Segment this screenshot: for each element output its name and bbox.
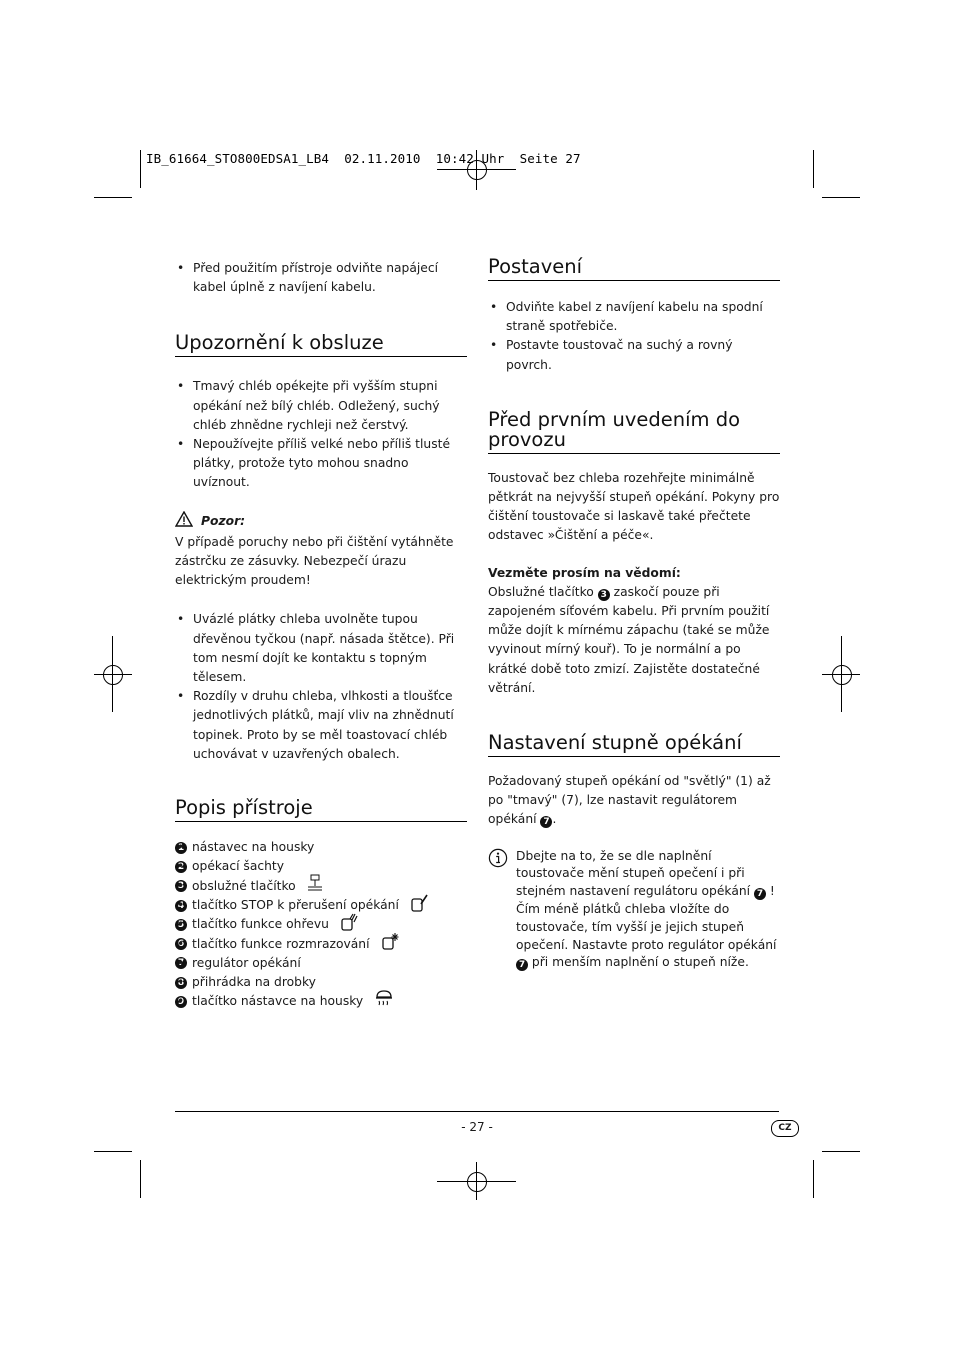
obsluha-list (175, 377, 467, 492)
list-item: • Rozdíly v druhu chleba, vlhkosti a tloušťce jednotlivých plátků, mají vliv na zhnědnutí topinek. Proto by se měl toastovací chléb uchovávat v uzavřených obalech. (175, 687, 467, 764)
part-label: tlačítko nástavce na housky (192, 994, 364, 1009)
crop-mark (94, 197, 132, 198)
part-number: • 6 (175, 938, 187, 950)
part-label: regulátor opékání (192, 955, 301, 970)
part-label: přihrádka na drobky (192, 975, 316, 990)
list-item: • Před použitím přístroje odviňte napájecí kabel úplně z navíjení kabelu. (175, 259, 467, 297)
left-column (175, 259, 467, 1012)
parts-item (175, 973, 467, 992)
part-number: 7 (540, 816, 552, 828)
part-label: tlačítko funkce ohřevu (192, 917, 329, 932)
info-text-pre: Dbejte na to, že se dle naplnění toustovače mění stupeň opečení i při stejném nastavení regulátoru opékání (516, 848, 751, 899)
warning-label: Pozor: (201, 514, 246, 529)
postaveni-list (488, 298, 780, 375)
part-number: • 7 (175, 957, 187, 969)
stupen-text-pre: Požadovaný stupeň opékání od "světlý" (1) až po "tmavý" (7), lze nastavit regulátorem opékání (488, 774, 771, 827)
info-icon (488, 848, 508, 973)
section-heading-obsluha: Upozornění k obsluze (175, 333, 467, 357)
page-number: - 27 - (461, 1120, 493, 1134)
part-number: • 5 (175, 919, 187, 931)
parts-item (175, 838, 467, 857)
list-item: • Nepoužívejte příliš velké nebo příliš tlusté plátky, protože tyto mohou snadno uvíznout. (175, 435, 467, 493)
part-number: • 2 (175, 861, 187, 873)
part-number: • 8 (175, 977, 187, 989)
right-column (488, 257, 780, 972)
info-note (488, 848, 780, 973)
registration-mark-icon (832, 665, 852, 685)
crop-mark (94, 1151, 132, 1152)
crop-mark (822, 1151, 860, 1152)
parts-list (175, 838, 467, 1012)
defrost-icon (381, 932, 399, 956)
list-item: • Tmavý chléb opékejte při vyšším stupni opékání než bílý chléb. Odležený, suchý chléb zhnědne rychleji než čerstvý. (175, 377, 467, 435)
section-heading-popis: Popis přístroje (175, 798, 467, 822)
info-text-mid: ! Čím méně plátků chleba vložíte do toustovače, tím vyšší je jejich stupeň opečení. Nastavte proto regulátor opékání (516, 884, 777, 952)
lever-icon (307, 874, 323, 898)
note-text-post: zaskočí pouze při zapojeném síťovém kabelu. Při prvním použití může dojít k mírnému zápachu (také se může vyvinout mírný kouř). To je normální a po krátké době toto zmizí. Zajistěte dostatečné větrání. (488, 584, 770, 695)
crop-mark (140, 150, 141, 188)
note-text (488, 583, 780, 698)
part-label: tlačítko funkce rozmrazování (192, 936, 370, 951)
registration-mark-icon (103, 665, 123, 685)
intro-list (175, 259, 467, 297)
list-item: • Odviňte kabel z navíjení kabelu na spodní straně spotřebiče. (488, 298, 780, 336)
stupen-text (488, 772, 780, 830)
part-label: nástavec na housky (192, 840, 315, 855)
crop-mark (822, 197, 860, 198)
obsluha-list-2 (175, 610, 467, 764)
language-badge: CZ (771, 1120, 799, 1137)
stupen-text-post: . (552, 812, 557, 827)
registration-line (437, 169, 516, 170)
stop-toast-icon (410, 894, 428, 918)
section-heading-prvni-uvedeni: Před prvním uvedením do provozu (488, 410, 780, 454)
reheat-icon (340, 913, 358, 937)
note-text-pre: Obslužné tlačítko (488, 584, 594, 599)
part-number: • 3 (175, 880, 187, 892)
crop-mark (813, 1160, 814, 1198)
parts-item (175, 915, 467, 934)
parts-item (175, 935, 467, 954)
registration-line (822, 674, 860, 675)
part-number: 7 (754, 888, 766, 900)
warning-text: V případě poruchy nebo při čištění vytáhněte zástrčku ze zásuvky. Nebezpečí úrazu elektrickým proudem! (175, 534, 454, 588)
part-number: • 4 (175, 900, 187, 912)
crop-mark (813, 150, 814, 188)
part-label: tlačítko STOP k přerušení opékání (192, 898, 399, 912)
registration-line (437, 1181, 516, 1182)
print-slug: IB_61664_STO800EDSA1_LB4 02.11.2010 10:42 Uhr Seite 27 (146, 151, 581, 166)
part-number: • 1 (175, 842, 187, 854)
section-heading-postaveni: Postavení (488, 257, 780, 281)
section-heading-stupen: Nastavení stupně opékání (488, 733, 780, 757)
part-number: 3 (598, 589, 610, 601)
note-title: Vezměte prosím na vědomí: (488, 565, 681, 580)
warning-title (175, 511, 467, 533)
prvni-text: Toustovač bez chleba rozehřejte minimálně pětkrát na nejvyšší stupeň opékání. Pokyny pro čištění toustovače si laskavě také přečtete odstavec »Čištění a péče«. (488, 470, 780, 543)
parts-item (175, 992, 467, 1011)
info-text-post: při menším naplnění o stupeň níže. (531, 955, 749, 970)
warning-triangle-icon (175, 511, 193, 533)
part-label: obslužné tlačítko (192, 878, 296, 893)
crop-mark (140, 1160, 141, 1198)
part-label: opékací šachty (192, 859, 285, 874)
registration-mark-icon (467, 1172, 487, 1192)
info-text (516, 848, 780, 973)
footer-rule (175, 1111, 779, 1112)
bun-rack-icon (374, 989, 394, 1015)
parts-item (175, 896, 467, 915)
registration-line (94, 674, 132, 675)
part-number: 7 (516, 959, 528, 971)
parts-item (175, 954, 467, 973)
list-item: • Uvázlé plátky chleba uvolněte tupou dřevěnou tyčkou (např. násada štětce). Při tom nesmí dojít ke kontaktu s topným tělesem. (175, 610, 467, 687)
part-number: • 9 (175, 996, 187, 1008)
list-item: • Postavte toustovač na suchý a rovný povrch. (488, 336, 780, 374)
